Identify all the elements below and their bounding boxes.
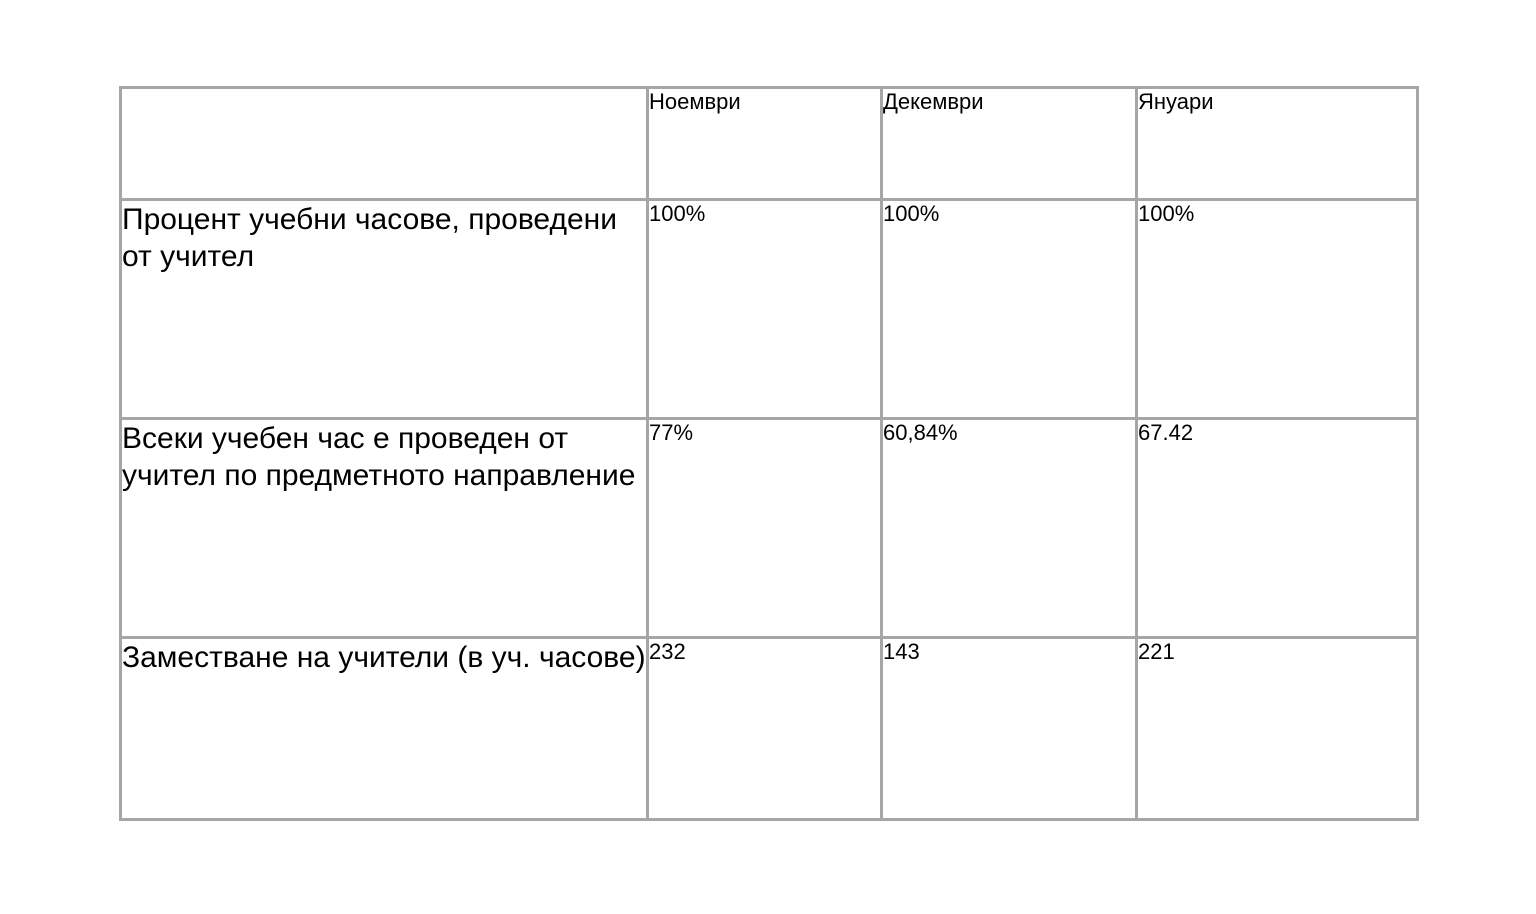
header-blank-cell <box>121 88 648 200</box>
value-cell: 77% <box>648 419 882 638</box>
value-cell: 221 <box>1137 638 1418 820</box>
table-row <box>121 638 1418 820</box>
row-label: Заместване на учители (в уч. часове) <box>121 638 648 820</box>
value-cell: 60,84% <box>882 419 1137 638</box>
value-cell: 67.42 <box>1137 419 1418 638</box>
value-cell: 100% <box>882 200 1137 419</box>
table-row <box>121 419 1418 638</box>
row-label: Процент учебни часове, проведени от учител <box>121 200 648 419</box>
value-cell: 100% <box>1137 200 1418 419</box>
value-cell: 143 <box>882 638 1137 820</box>
value-cell: 100% <box>648 200 882 419</box>
header-january: Януари <box>1137 88 1418 200</box>
value-cell: 232 <box>648 638 882 820</box>
row-label: Всеки учебен час е проведен от учител по предметното направление <box>121 419 648 638</box>
table-row <box>121 200 1418 419</box>
statistics-table <box>119 86 1419 821</box>
header-december: Декември <box>882 88 1137 200</box>
header-november: Ноември <box>648 88 882 200</box>
table-header-row <box>121 88 1418 200</box>
